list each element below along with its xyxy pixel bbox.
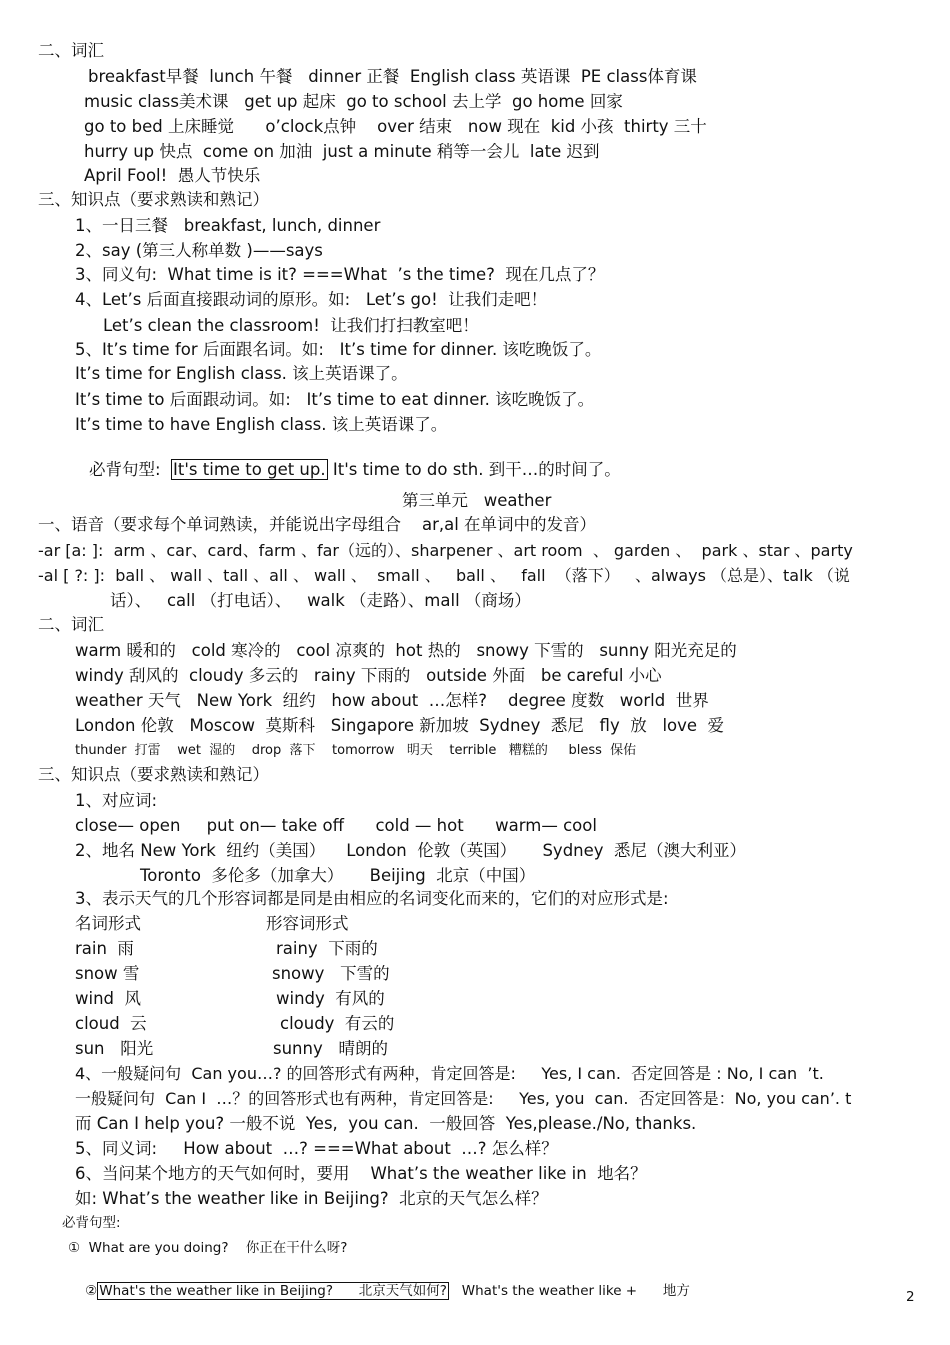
- text-line: warm 暖和的 cold 寒冷的 cool 凉爽的 hot 热的 snowy 下雪的 sunny 阳光充足的: [75, 641, 737, 660]
- text-line: It’s time to 后面跟动词。如: It’s time to eat dinner. 该吃晚饭了。: [75, 390, 595, 409]
- column-header-adjective: 形容词形式: [266, 914, 349, 933]
- section-heading-knowledge: 三、知识点（要求熟读和熟记）: [38, 765, 269, 784]
- noun-cell: snow 雪: [75, 964, 140, 983]
- text-line: -ar [a: ]: arm 、car、card、farm 、far（远的）、sharpener 、art room 、 garden 、 park 、star 、party: [38, 541, 853, 560]
- page-number: 2: [906, 1289, 915, 1305]
- text-line: 而 Can I help you? 一般不说 Yes, you can. 一般回答 Yes,please./No, thanks.: [75, 1114, 697, 1133]
- section-heading-phonics: 一、语音（要求每个单词熟读，并能说出字母组合 ar,al 在单词中的发音）: [38, 515, 597, 534]
- key-sentence-item: ① What are you doing? 你正在干什么呀?: [68, 1240, 348, 1256]
- text-line: It’s time to have English class. 该上英语课了。: [75, 415, 448, 434]
- boxed-sentence: It's time to get up.: [173, 460, 326, 479]
- text-line: hurry up 快点 come on 加油 just a minute 稍等一会儿 late 迟到: [84, 142, 600, 161]
- section-heading-vocab: 二、词汇: [38, 41, 104, 60]
- text-line: 4、Let’s 后面直接跟动词的原形。如: Let’s go! 让我们走吧！: [75, 290, 548, 309]
- adjective-cell: rainy 下雨的: [276, 939, 378, 958]
- text-line: 5、It’s time for 后面跟名词。如: It’s time for dinner. 该吃晚饭了。: [75, 340, 602, 359]
- noun-cell: sun 阳光: [75, 1039, 154, 1058]
- text-line: 2、地名 New York 纽约（美国） London 伦敦（英国） Sydney 悉尼（澳大利亚）: [75, 841, 747, 860]
- text-line: -al [ ?: ]: ball 、 wall 、tall 、all 、 wall 、 small 、 ball 、 fall （落下） 、always （总是）、talk （说: [38, 566, 850, 585]
- text-line: 5、同义词: How about …? ===What about …? 怎么样？: [75, 1139, 558, 1158]
- noun-cell: cloud 云: [75, 1014, 147, 1033]
- text-line: breakfast早餐 lunch 午餐 dinner 正餐 English class 英语课 PE class体育课: [88, 67, 697, 86]
- text-line: 3、同义句: What time is it? ===What ’s the time? 现在几点了？: [75, 265, 605, 284]
- key-sentence-title: 必背句型:: [62, 1215, 121, 1231]
- text-line: 一般疑问句 Can I …？的回答形式也有两种，肯定回答是: Yes, you can. 否定回答是：No, you can’. t: [75, 1089, 852, 1108]
- section-heading-knowledge: 三、知识点（要求熟读和熟记）: [38, 190, 269, 209]
- key-sentence-text: It's time to do sth. 到干…的时间了。: [327, 460, 621, 479]
- text-line: 6、当问某个地方的天气如何时，要用 What’s the weather like in 地名？: [75, 1164, 647, 1183]
- text-line: music class美术课 get up 起床 go to school 去上学 go home 回家: [84, 92, 623, 111]
- text-line-small: thunder 打雷 wet 湿的 drop 落下 tomorrow 明天 terrible 糟糕的 bless 保佑: [75, 743, 637, 758]
- text-line: weather 天气 New York 纽约 how about …怎样? degree 度数 world 世界: [75, 691, 709, 710]
- text-line: Let’s clean the classroom! 让我们打扫教室吧！: [103, 316, 479, 335]
- text-line: London 伦敦 Moscow 莫斯科 Singapore 新加坡 Sydney 悉尼 fly 放 love 爱: [75, 716, 725, 735]
- key-sentence-title: 必背句型:: [88, 460, 161, 479]
- boxed-sentence: What's the weather like in Beijing? 北京天气如何?: [99, 1283, 447, 1299]
- text-line: It’s time for English class. 该上英语课了。: [75, 364, 408, 383]
- text-line: April Fool! 愚人节快乐: [84, 166, 261, 185]
- text-line: 2、say (第三人称单数 )——says: [75, 241, 323, 260]
- text-line: 1、一日三餐 breakfast, lunch, dinner: [75, 216, 381, 235]
- text-line: close— open put on— take off cold — hot warm— cool: [75, 816, 597, 835]
- text-line: Toronto 多伦多（加拿大） Beijing 北京（中国）: [140, 866, 536, 885]
- noun-cell: rain 雨: [75, 939, 134, 958]
- section-heading-vocab: 二、词汇: [38, 615, 104, 634]
- text-line: windy 刮风的 cloudy 多云的 rainy 下雨的 outside 外面 be careful 小心: [75, 666, 662, 685]
- circled-number-2: ②: [85, 1283, 98, 1299]
- adjective-cell: windy 有风的: [276, 989, 385, 1008]
- noun-cell: wind 风: [75, 989, 141, 1008]
- unit-title: 第三单元 weather: [402, 491, 552, 510]
- adjective-cell: sunny 晴朗的: [273, 1039, 388, 1058]
- text-line: go to bed 上床睡觉 o’clock点钟 over 结束 now 现在 kid 小孩 thirty 三十: [84, 117, 707, 136]
- column-header-noun: 名词形式: [75, 914, 141, 933]
- adjective-cell: snowy 下雪的: [272, 964, 390, 983]
- text-line: 1、对应词:: [75, 791, 158, 810]
- text-line: 4、一般疑问句 Can you…? 的回答形式有两种，肯定回答是: Yes, I can. 否定回答是 : No, I can ’t.: [75, 1064, 824, 1083]
- adjective-cell: cloudy 有云的: [280, 1014, 395, 1033]
- text-line: 3、表示天气的几个形容词都是同是由相应的名词变化而来的，它们的对应形式是:: [75, 889, 669, 908]
- text-line: 话）、 call （打电话）、 walk （走路）、mall （商场）: [110, 591, 531, 610]
- key-sentence-item: [68, 1264, 690, 1318]
- text-line: 如: What’s the weather like in Beijing? 北京的天气怎么样？: [75, 1189, 548, 1208]
- key-sentence-text: What's the weather like + 地方: [461, 1283, 690, 1299]
